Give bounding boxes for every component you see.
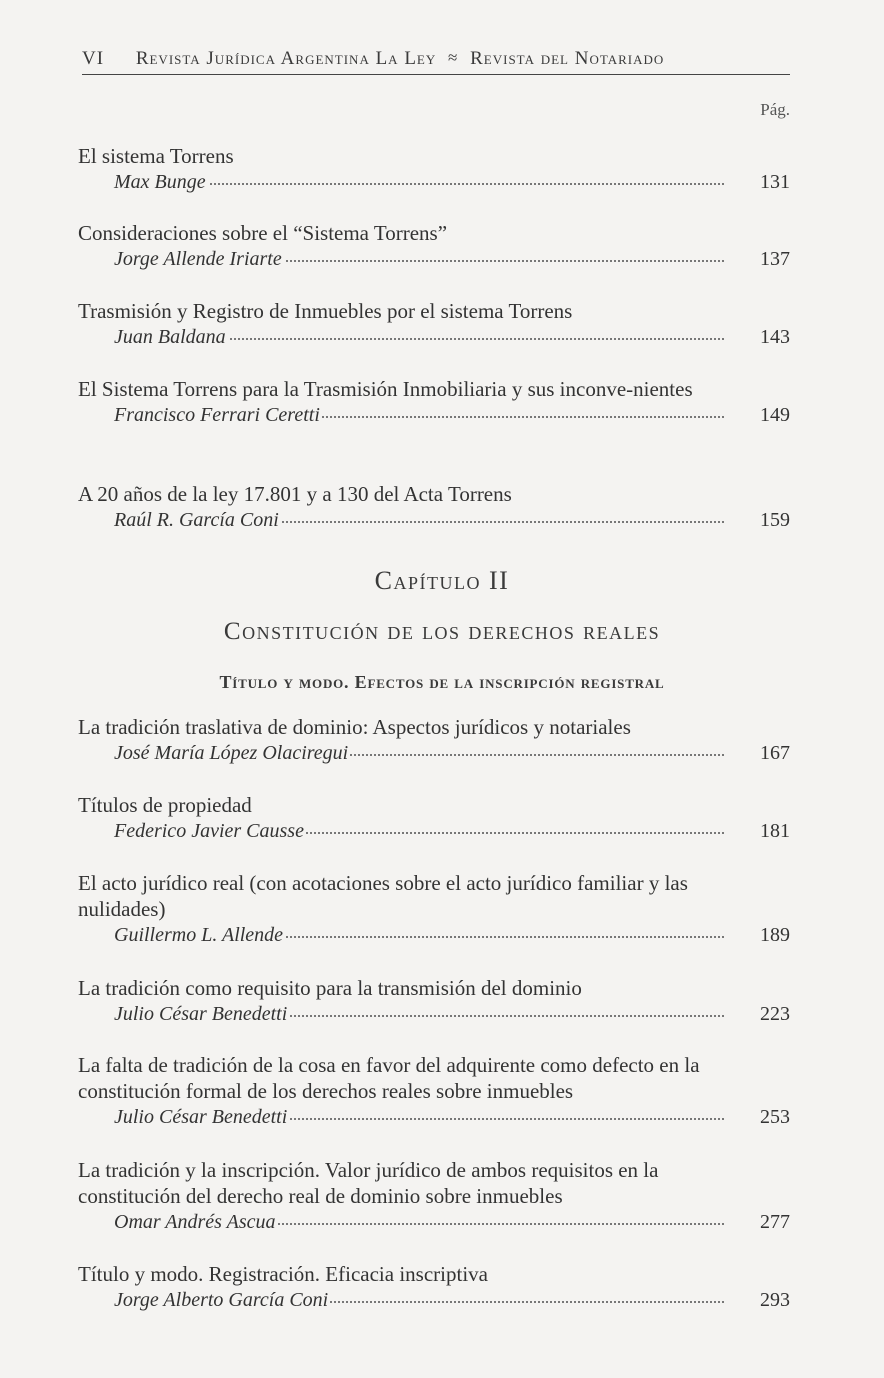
- entry-author: Juan Baldana: [114, 326, 226, 348]
- toc-entry: [78, 870, 790, 950]
- entry-title: Consideraciones sobre el “Sistema Torrens”: [78, 221, 448, 245]
- toc-entry: [78, 298, 790, 352]
- entry-author: Jorge Allende Iriarte: [114, 248, 282, 270]
- entry-title: La tradición y la inscripción. Valor jurídico de ambos requisitos en la constitución del derecho real de dominio sobre inmuebles: [78, 1158, 659, 1208]
- chapter-label: Capítulo II: [374, 566, 510, 595]
- entry-author: Omar Andrés Ascua: [114, 1211, 276, 1233]
- entry-author: Federico Javier Causse: [114, 820, 304, 842]
- chapter-title: Constitución de los derechos reales: [223, 618, 661, 645]
- entry-author: Julio César Benedetti: [114, 1003, 288, 1025]
- entry-author: José María López Olaciregui: [114, 742, 349, 764]
- entry-title: La tradición traslativa de dominio: Aspectos jurídicos y notariales: [78, 715, 631, 739]
- entry-title: La tradición como requisito para la transmisión del dominio: [78, 976, 582, 1000]
- toc-entry: [78, 1157, 790, 1237]
- entry-title: El sistema Torrens: [78, 144, 234, 168]
- entry-title: El Sistema Torrens para la Trasmisión Inmobiliaria y sus inconve-nientes: [78, 377, 693, 401]
- toc-entry: [78, 143, 790, 197]
- header-page-number: VI: [82, 48, 105, 69]
- entry-title: Trasmisión y Registro de Inmuebles por el sistema Torrens: [78, 299, 573, 323]
- entry-title: Títulos de propiedad: [78, 793, 252, 817]
- toc-entry: [78, 481, 790, 535]
- page-column-label: Pág.: [760, 100, 790, 119]
- toc-entry: [78, 714, 790, 768]
- header-right-title: Revista del Notariado: [470, 48, 665, 69]
- entry-page: 143: [760, 326, 790, 348]
- toc-entry: [78, 220, 790, 274]
- toc-entry: [78, 975, 790, 1029]
- entry-author: Guillermo L. Allende: [114, 924, 284, 946]
- entry-title: La falta de tradición de la cosa en favor del adquirente como defecto en la constitución formal de los derechos reales sobre inmuebles: [78, 1053, 700, 1103]
- entry-page: 277: [760, 1211, 790, 1233]
- entry-author: Francisco Ferrari Ceretti: [114, 404, 320, 426]
- entry-title: A 20 años de la ley 17.801 y a 130 del Acta Torrens: [78, 482, 512, 506]
- entry-page: 149: [760, 404, 790, 426]
- entry-page: 159: [760, 509, 790, 531]
- entry-page: 293: [760, 1289, 790, 1311]
- entry-page: 167: [760, 742, 790, 764]
- entry-title: Título y modo. Registración. Eficacia inscriptiva: [78, 1262, 488, 1286]
- entry-page: 181: [760, 820, 790, 842]
- entry-author: Julio César Benedetti: [114, 1106, 288, 1128]
- entry-title: El acto jurídico real (con acotaciones sobre el acto jurídico familiar y las nulidades): [78, 871, 688, 921]
- entry-author: Raúl R. García Coni: [114, 509, 279, 531]
- toc-entry: [78, 1052, 790, 1132]
- running-header: [82, 48, 790, 75]
- entry-author: Jorge Alberto García Coni: [114, 1289, 329, 1311]
- header-left-title: Revista Jurídica Argentina La Ley: [135, 48, 437, 69]
- chapter-subtitle: Título y modo. Efectos de la inscripción registral: [219, 672, 665, 692]
- entry-page: 253: [760, 1106, 790, 1128]
- entry-page: 131: [760, 171, 790, 193]
- entry-page: 223: [760, 1003, 790, 1025]
- entry-page: 189: [760, 924, 790, 946]
- toc-entry: [78, 376, 790, 430]
- header-separator: ≈: [448, 48, 459, 67]
- entry-author: Max Bunge: [114, 171, 206, 193]
- toc-entry: [78, 792, 790, 846]
- toc-entry: [78, 1261, 790, 1315]
- entry-page: 137: [760, 248, 790, 270]
